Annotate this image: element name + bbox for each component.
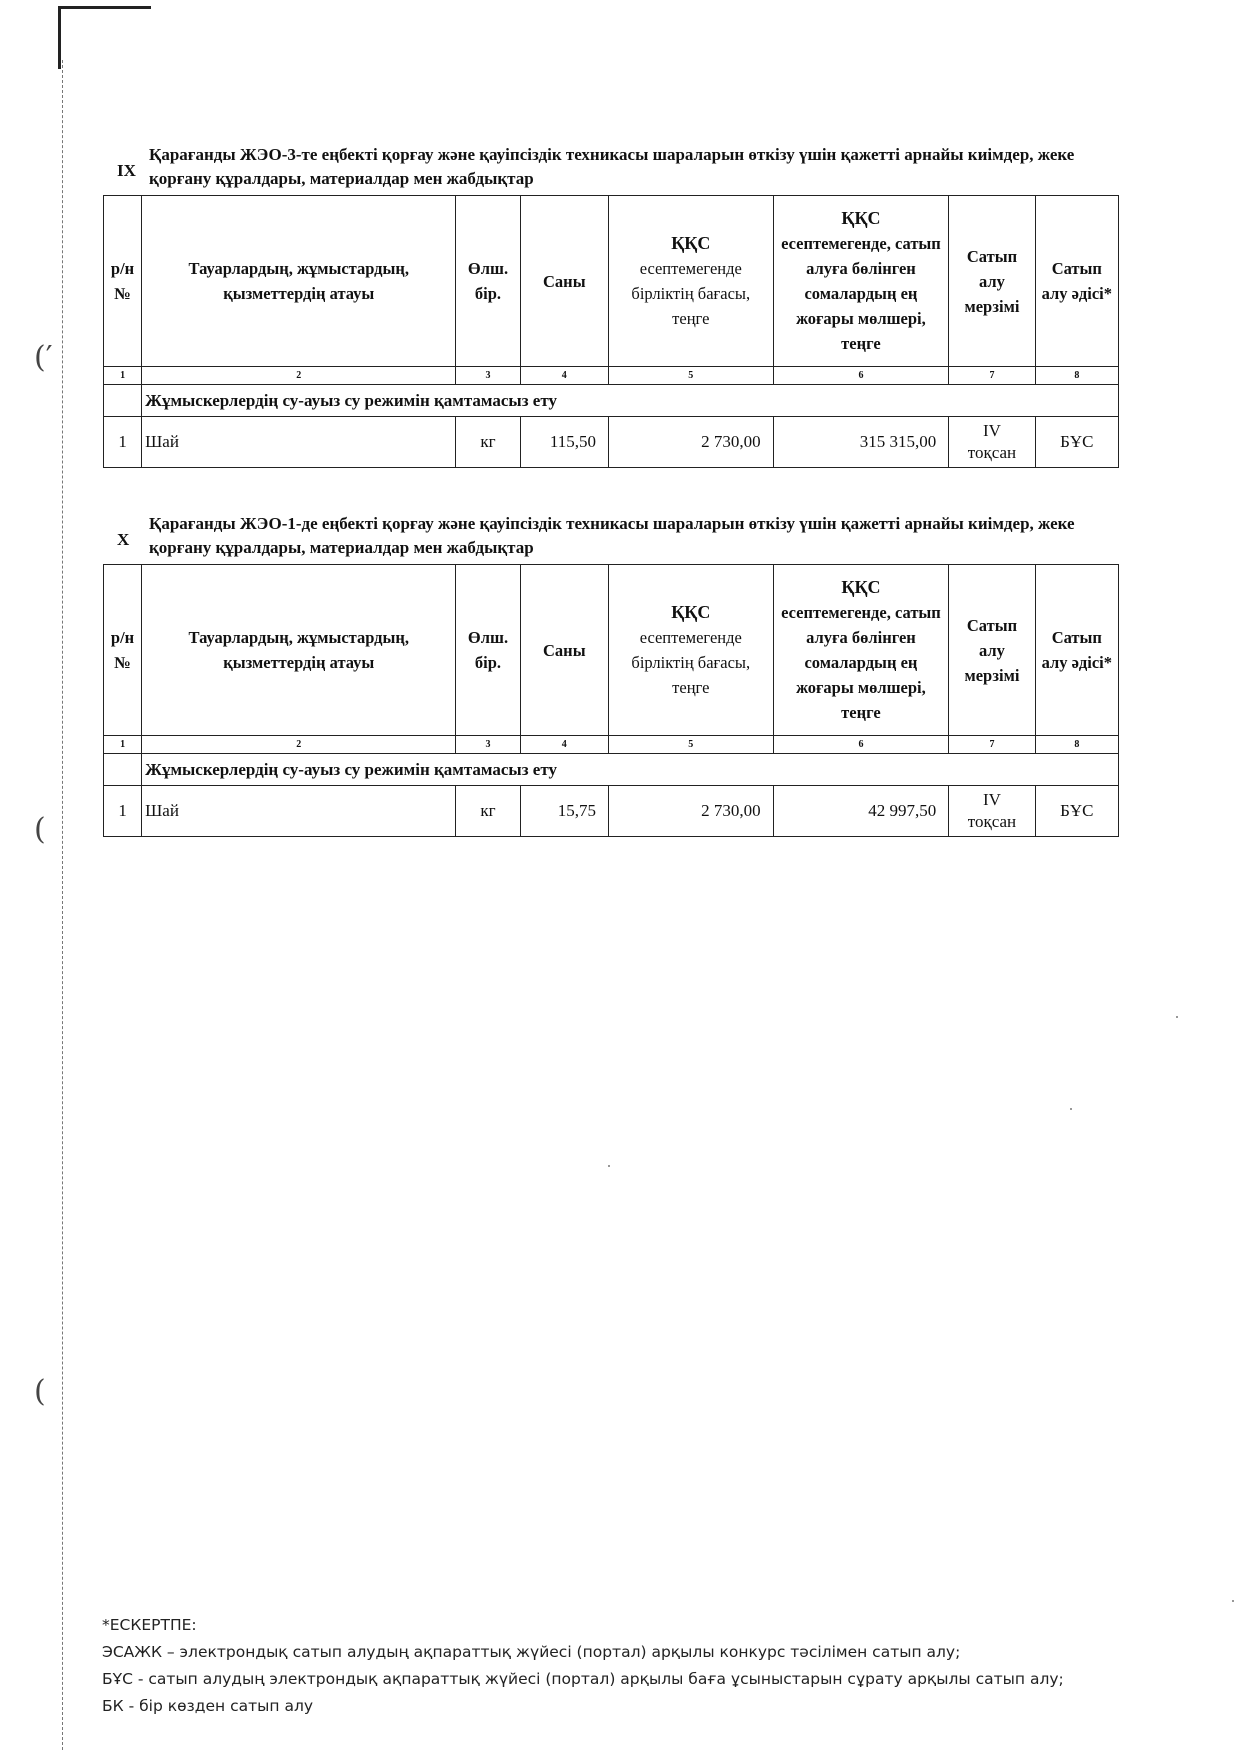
- row-period: [949, 786, 1035, 837]
- header-price-vat: ҚҚС: [671, 233, 711, 253]
- header-unit: Өлш. бір.: [456, 196, 520, 367]
- col-number: 4: [520, 736, 608, 754]
- group-title: Жұмыскерлердің су-ауыз су режимін қамтамасыз ету: [142, 385, 1119, 417]
- header-qty: Саны: [520, 196, 608, 367]
- col-number: 2: [142, 736, 456, 754]
- section-header: [103, 512, 1119, 564]
- col-number: 3: [456, 367, 520, 385]
- row-num: 1: [104, 786, 142, 837]
- scan-corner-mark: [58, 6, 151, 69]
- group-row: [104, 754, 1119, 786]
- group-title: Жұмыскерлердің су-ауыз су режимін қамтамасыз ету: [142, 754, 1119, 786]
- col-number: 6: [773, 367, 949, 385]
- header-price: [608, 196, 773, 367]
- row-num: 1: [104, 417, 142, 468]
- col-number: 8: [1035, 736, 1118, 754]
- column-number-row: [104, 736, 1119, 754]
- header-amount-vat: ҚҚС: [841, 208, 881, 228]
- group-row: [104, 385, 1119, 417]
- procurement-table: [103, 195, 1119, 468]
- header-name: Тауарлардың, жұмыстардың, қызметтердің атауы: [142, 565, 456, 736]
- section-title: Қарағанды ЖЭО-3-те еңбекті қорғау және қауіпсіздік техникасы шараларын өткізу үшін қажетті арнайы киімдер, жеке қорғану құралдары, материалдар мен жабдықтар: [149, 145, 1075, 188]
- col-number: 1: [104, 736, 142, 754]
- header-amount-vat: ҚҚС: [841, 577, 881, 597]
- footnote-line: ЭСАЖК – электрондық сатып алудың ақпараттық жүйесі (портал) арқылы конкурс тәсілімен сатып алу;: [102, 1643, 961, 1661]
- group-empty-cell: [104, 754, 142, 786]
- column-number-row: [104, 367, 1119, 385]
- col-number: 5: [608, 736, 773, 754]
- section-number: IX: [117, 161, 136, 180]
- col-number: 1: [104, 367, 142, 385]
- header-qty: Саны: [520, 565, 608, 736]
- header-price-text: есептемегенде бірліктің бағасы, теңге: [631, 628, 751, 697]
- row-amount: 42 997,50: [773, 786, 949, 837]
- footnote-line: БК - бір көзден сатып алу: [102, 1697, 314, 1715]
- header-amount: [773, 565, 949, 736]
- section-header: [103, 143, 1119, 195]
- row-price: 2 730,00: [608, 417, 773, 468]
- col-number: 7: [949, 367, 1035, 385]
- col-number: 2: [142, 367, 456, 385]
- row-qty: 15,75: [520, 786, 608, 837]
- row-name: Шай: [142, 417, 456, 468]
- section-x: [103, 512, 1119, 837]
- row-qty: 115,50: [520, 417, 608, 468]
- row-method: БҰС: [1035, 786, 1118, 837]
- col-number: 3: [456, 736, 520, 754]
- col-number: 8: [1035, 367, 1118, 385]
- header-price-vat: ҚҚС: [671, 602, 711, 622]
- header-amount-text: есептемегенде, сатып алуға бөлінген сомалардың ең жоғары мөлшері, теңге: [781, 603, 941, 722]
- col-number: 4: [520, 367, 608, 385]
- col-number: 7: [949, 736, 1035, 754]
- header-num: р/н №: [104, 196, 142, 367]
- punch-hole-mark: (′: [34, 340, 53, 375]
- punch-hole-mark: (: [34, 1374, 46, 1409]
- header-price: [608, 565, 773, 736]
- section-ix: [103, 143, 1119, 468]
- binding-edge-line: [62, 60, 63, 1750]
- section-title: Қарағанды ЖЭО-1-де еңбекті қорғау және қауіпсіздік техникасы шараларын өткізу үшін қажетті арнайы киімдер, жеке қорғану құралдары, материалдар мен жабдықтар: [149, 514, 1075, 557]
- row-period-quarter: IV: [982, 790, 1001, 809]
- row-period: [949, 417, 1035, 468]
- row-name: Шай: [142, 786, 456, 837]
- row-unit: кг: [456, 786, 520, 837]
- header-method: Сатып алу әдісі*: [1035, 565, 1118, 736]
- header-name: Тауарлардың, жұмыстардың, қызметтердің атауы: [142, 196, 456, 367]
- row-price: 2 730,00: [608, 786, 773, 837]
- scan-speck: [1070, 1108, 1072, 1110]
- footnote-line: БҰС - сатып алудың электрондық ақпараттық жүйесі (портал) арқылы баға ұсыныстарын сұрату арқылы сатып алу;: [102, 1670, 1064, 1688]
- table-row: [104, 417, 1119, 468]
- row-period-word: тоқсан: [967, 443, 1017, 462]
- row-amount: 315 315,00: [773, 417, 949, 468]
- table-row: [104, 786, 1119, 837]
- header-method: Сатып алу әдісі*: [1035, 196, 1118, 367]
- row-unit: кг: [456, 417, 520, 468]
- procurement-table: [103, 564, 1119, 837]
- table-header-row: [104, 196, 1119, 367]
- footnote: [102, 1612, 1064, 1720]
- section-number: X: [117, 530, 130, 549]
- scan-speck: [1232, 1600, 1234, 1602]
- header-num: р/н №: [104, 565, 142, 736]
- scan-speck: [608, 1165, 610, 1167]
- group-empty-cell: [104, 385, 142, 417]
- row-period-word: тоқсан: [967, 812, 1017, 831]
- col-number: 5: [608, 367, 773, 385]
- header-period: Сатып алу мерзімі: [949, 565, 1035, 736]
- punch-hole-mark: (: [34, 812, 46, 847]
- header-amount-text: есептемегенде, сатып алуға бөлінген сомалардың ең жоғары мөлшері, теңге: [781, 234, 941, 353]
- scan-speck: [1176, 1016, 1178, 1018]
- header-unit: Өлш. бір.: [456, 565, 520, 736]
- col-number: 6: [773, 736, 949, 754]
- table-header-row: [104, 565, 1119, 736]
- row-period-quarter: IV: [982, 421, 1001, 440]
- row-method: БҰС: [1035, 417, 1118, 468]
- header-price-text: есептемегенде бірліктің бағасы, теңге: [631, 259, 751, 328]
- header-period: Сатып алу мерзімі: [949, 196, 1035, 367]
- footnote-title: *ЕСКЕРТПЕ:: [102, 1616, 197, 1634]
- header-amount: [773, 196, 949, 367]
